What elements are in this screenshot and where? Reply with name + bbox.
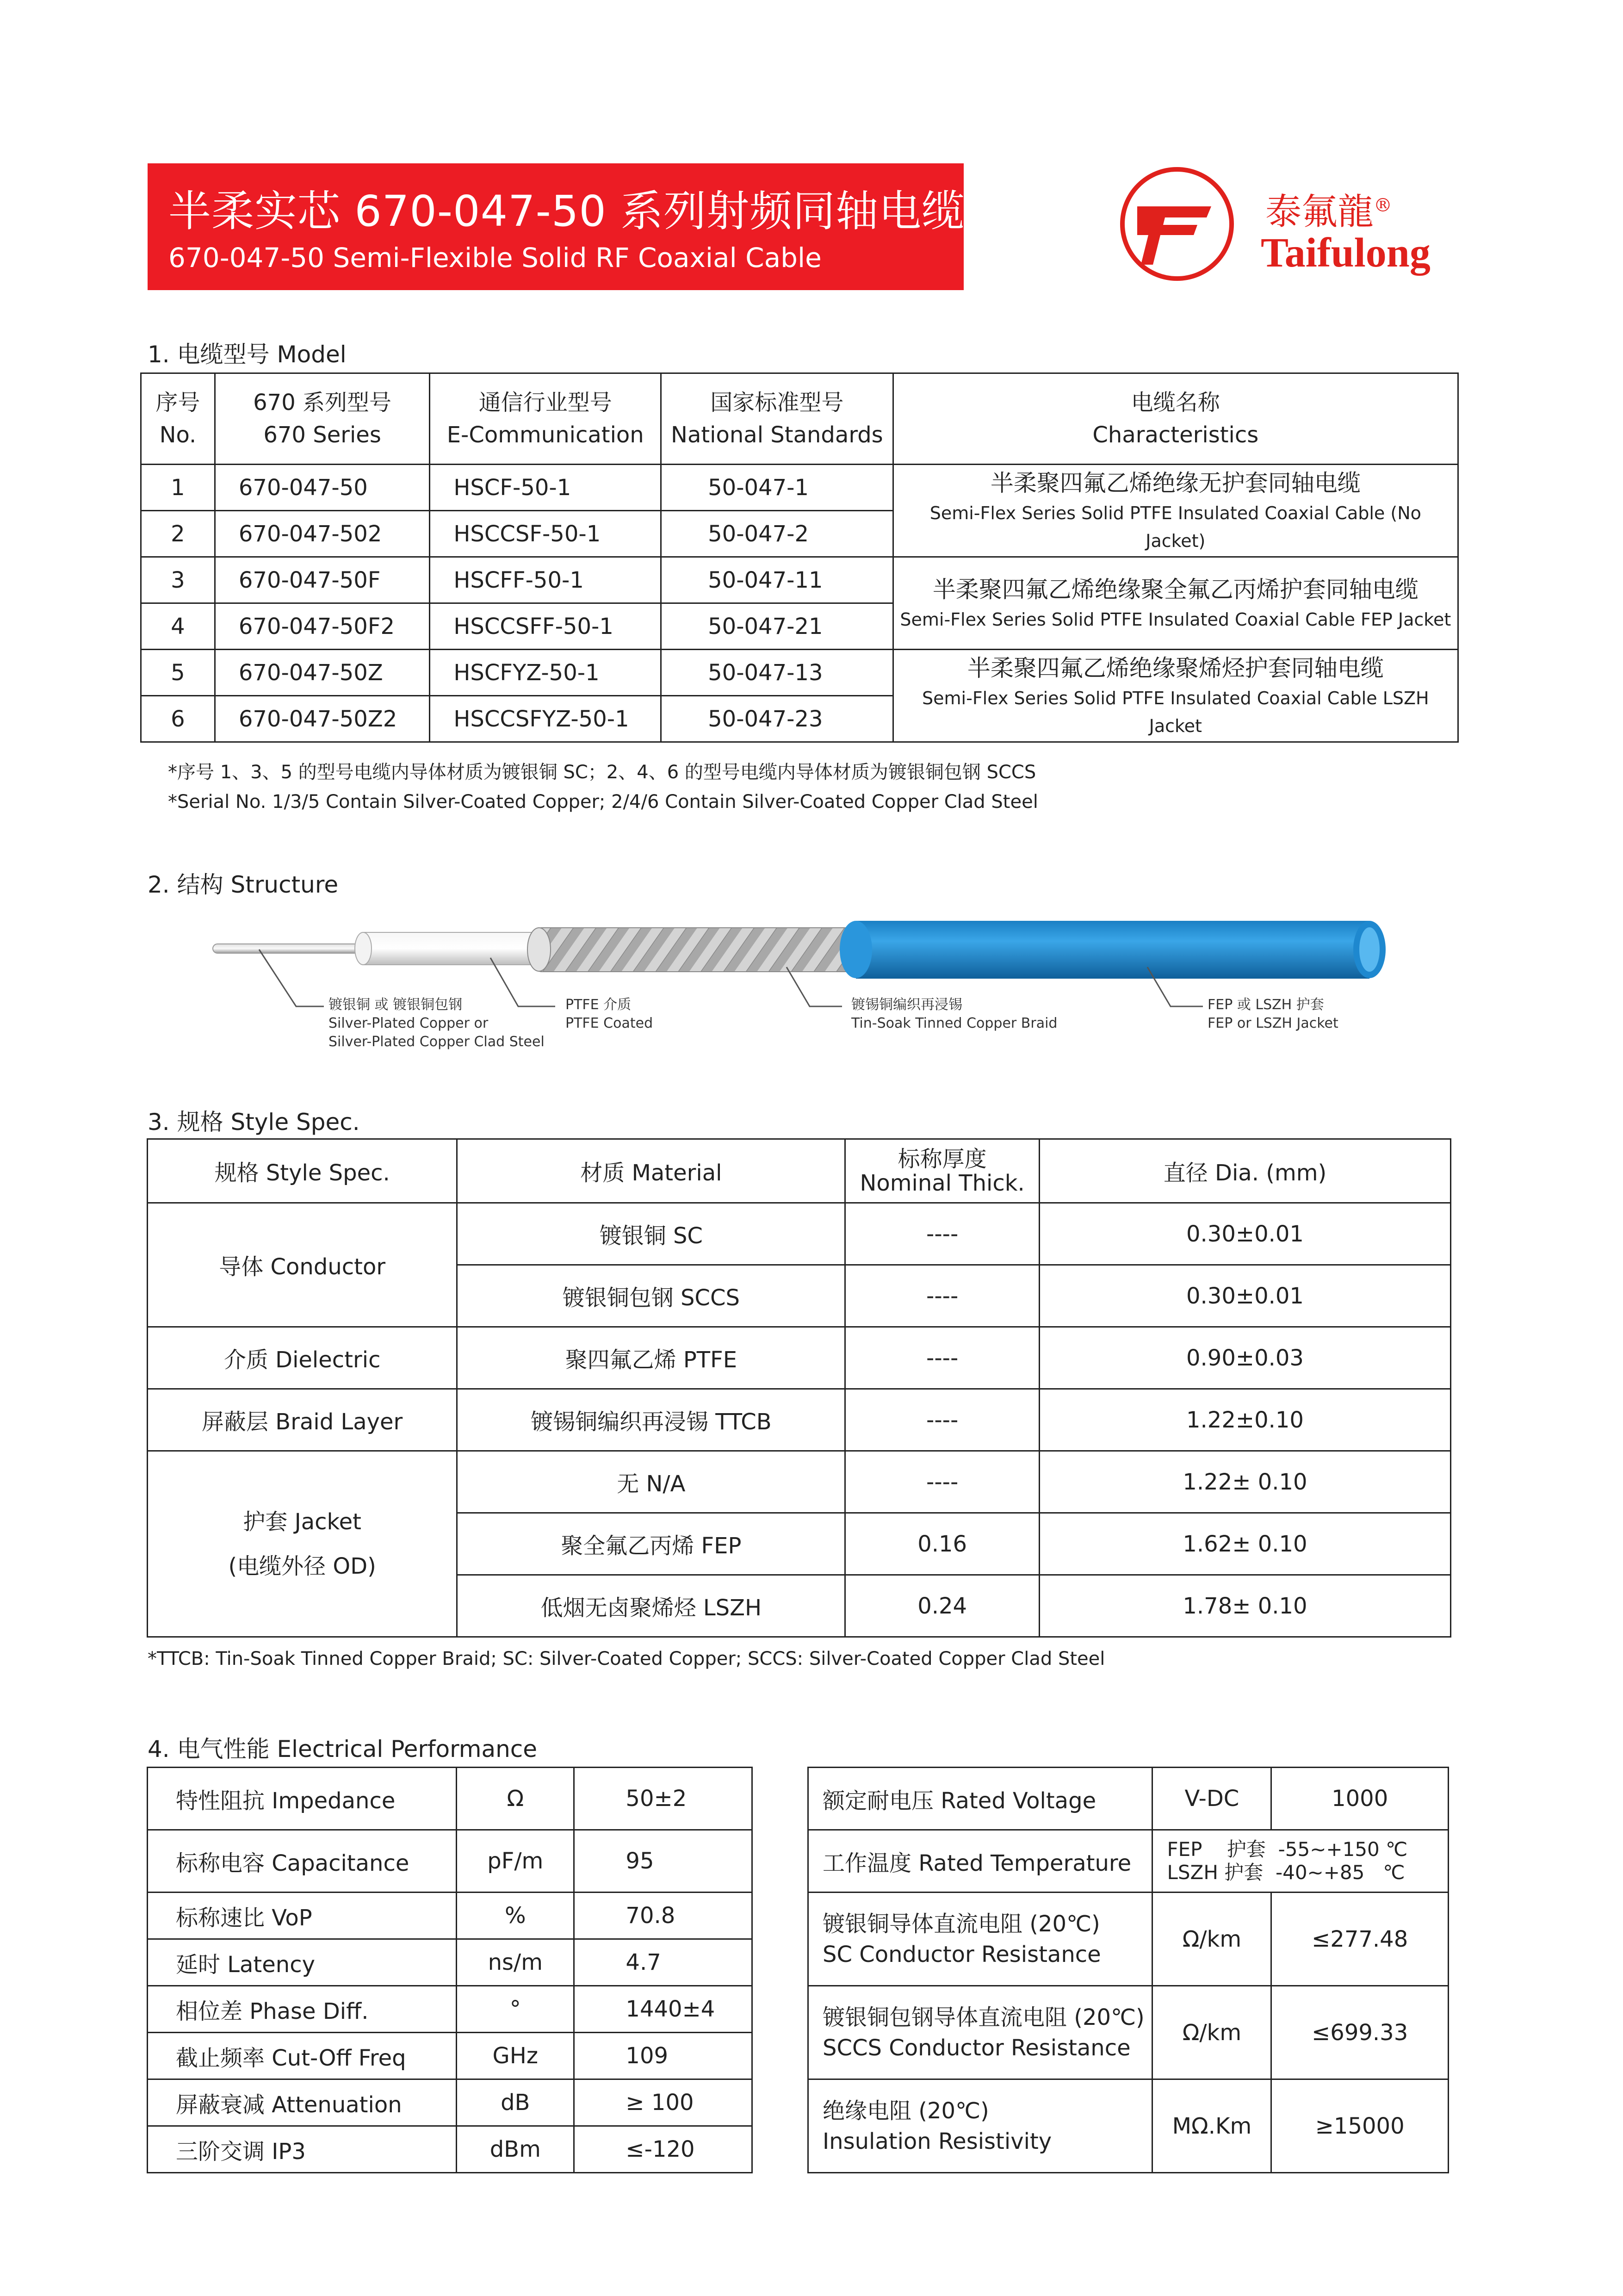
table-row: 介质 Dielectric 聚四氟乙烯 PTFE ---- 0.90±0.03 (148, 1327, 1451, 1389)
table-row: 镀银铜导体直流电阻 (20℃) SC Conductor Resistance Ω/km ≤277.48 (808, 1893, 1449, 1986)
table-row: 低烟无卤聚烯烃 LSZH 0.24 1.78± 0.10 (148, 1575, 1451, 1637)
table-row: 镀银铜包钢导体直流电阻 (20℃) SCCS Conductor Resistance Ω/km ≤699.33 (808, 1986, 1449, 2079)
label-ptfe: PTFE 介质 PTFE Coated (565, 997, 653, 1031)
jacket-end-inner (1359, 927, 1380, 972)
table-row: 延时 Latency ns/m 4.7 (148, 1939, 752, 1986)
col-national: 国家标准型号 National Standards (661, 373, 893, 465)
leader-braid (787, 967, 842, 1006)
table-row: 标称速比 VoP % 70.8 (148, 1893, 752, 1939)
table-row: 镀银铜包钢 SCCS ---- 0.30±0.01 (148, 1265, 1451, 1327)
table-row: 1 670-047-50 HSCF-50-1 50-047-1 半柔聚四氟乙烯绝缘无护套同轴电缆 Semi-Flex Series Solid PTFE Insulated Coaxial Cable (No Jacket) (141, 465, 1458, 511)
dielectric-end (355, 932, 372, 965)
model-note-en: *Serial No. 1/3/5 Contain Silver-Coated Copper; 2/4/6 Contain Silver-Coated Copper Clad Steel (168, 791, 1038, 813)
section-spec-heading: 3. 规格 Style Spec. (148, 1109, 360, 1136)
table-row: 屏蔽衰减 Attenuation dB ≥ 100 (148, 2079, 752, 2126)
table-row: 相位差 Phase Diff. ° 1440±4 (148, 1986, 752, 2033)
table-row: 截止频率 Cut-Off Freq GHz 109 (148, 2033, 752, 2079)
table-row: 标称电容 Capacitance pF/m 95 (148, 1830, 752, 1893)
col-thick: 标称厚度 Nominal Thick. (845, 1139, 1040, 1203)
col-series: 670 系列型号 670 Series (215, 373, 429, 465)
taifulong-logo-icon (1119, 166, 1235, 282)
section-electrical-heading: 4. 电气性能 Electrical Performance (148, 1736, 538, 1762)
table-row: 工作温度 Rated Temperature FEP 护套 -55~+150 ℃ LSZH 护套 -40~+85 ℃ (808, 1830, 1449, 1893)
table-row: 额定耐电压 Rated Voltage V-DC 1000 (808, 1768, 1449, 1830)
table-row: 绝缘电阻 (20℃) Insulation Resistivity MΩ.Km ≥15000 (808, 2079, 1449, 2173)
section-model-heading: 1. 电缆型号 Model (148, 341, 347, 368)
table-row: 护套 Jacket (电缆外径 OD) 无 N/A ---- 1.22± 0.10 (148, 1451, 1451, 1513)
section-structure-heading: 2. 结构 Structure (148, 871, 339, 898)
title-cn: 半柔实芯 670-047-50 系列射频同轴电缆 (168, 186, 965, 236)
logo-name-cn: 泰氟龍® (1265, 191, 1393, 233)
col-characteristics: 电缆名称 Characteristics (893, 373, 1458, 465)
table-row: 三阶交调 IP3 dBm ≤-120 (148, 2126, 752, 2173)
label-conductor: 镀银铜 或 镀银铜包钢 Silver-Plated Copper or Silver-Plated Copper Clad Steel (328, 997, 545, 1050)
characteristic-cell: 半柔聚四氟乙烯绝缘无护套同轴电缆 Semi-Flex Series Solid PTFE Insulated Coaxial Cable (No Jacket) (893, 465, 1458, 557)
spec-note: *TTCB: Tin-Soak Tinned Copper Braid; SC: Silver-Coated Copper; SCCS: Silver-Coated Copper Clad Steel (148, 1648, 1105, 1669)
table-row: 屏蔽层 Braid Layer 镀锡铜编织再浸锡 TTCB ---- 1.22±0.10 (148, 1389, 1451, 1451)
braid-shape (537, 928, 861, 972)
table-row: 导体 Conductor 镀银铜 SC ---- 0.30±0.01 (148, 1203, 1451, 1265)
table-row: 特性阻抗 Impedance Ω 50±2 (148, 1768, 752, 1830)
model-note-cn: *序号 1、3、5 的型号电缆内导体材质为镀银铜 SC；2、4、6 的型号电缆内导体材质为镀银铜包钢 SCCS (168, 762, 1036, 783)
model-table (140, 372, 1459, 743)
spec-table (147, 1138, 1451, 1638)
label-jacket: FEP 或 LSZH 护套 FEP or LSZH Jacket (1208, 997, 1338, 1031)
jacket-start (840, 921, 872, 978)
col-style: 规格 Style Spec. (148, 1139, 457, 1203)
dielectric-shape (361, 932, 555, 965)
col-dia: 直径 Dia. (mm) (1039, 1139, 1450, 1203)
col-no: 序号 No. (141, 373, 215, 465)
characteristic-cell: 半柔聚四氟乙烯绝缘聚烯烃护套同轴电缆 Semi-Flex Series Solid PTFE Insulated Coaxial Cable LSZH Jacket (893, 650, 1458, 742)
table-row: 聚全氟乙丙烯 FEP 0.16 1.62± 0.10 (148, 1513, 1451, 1575)
table-row: 4 670-047-50F2 HSCCSFF-50-1 50-047-21 (141, 603, 1458, 650)
title-banner (148, 163, 964, 290)
col-material: 材质 Material (457, 1139, 845, 1203)
leader-conductor (259, 949, 324, 1006)
braid-end (527, 928, 551, 971)
table-row: 6 670-047-50Z2 HSCCSFYZ-50-1 50-047-23 (141, 696, 1458, 742)
title-en: 670-047-50 Semi-Flexible Solid RF Coaxial Cable (168, 242, 822, 273)
jacket-shape (856, 921, 1369, 979)
characteristic-cell: 半柔聚四氟乙烯绝缘聚全氟乙丙烯护套同轴电缆 Semi-Flex Series Solid PTFE Insulated Coaxial Cable FEP Jacket (893, 557, 1458, 650)
table-row: 3 670-047-50F HSCFF-50-1 50-047-11 半柔聚四氟乙烯绝缘聚全氟乙丙烯护套同轴电缆 Semi-Flex Series Solid PTFE Insulated Coaxial Cable FEP Jacket (141, 557, 1458, 603)
electrical-table-right (807, 1767, 1449, 2173)
table-row: 2 670-047-502 HSCCSF-50-1 50-047-2 (141, 511, 1458, 557)
table-row: 5 670-047-50Z HSCFYZ-50-1 50-047-13 半柔聚四氟乙烯绝缘聚烯烃护套同轴电缆 Semi-Flex Series Solid PTFE Insulated Coaxial Cable LSZH Jacket (141, 650, 1458, 696)
electrical-table-left (147, 1767, 753, 2173)
col-ecomm: 通信行业型号 E-Communication (430, 373, 661, 465)
label-braid: 镀锡铜编织再浸锡 Tin-Soak Tinned Copper Braid (851, 997, 1058, 1031)
logo-name-en: Taifulong (1261, 230, 1431, 276)
